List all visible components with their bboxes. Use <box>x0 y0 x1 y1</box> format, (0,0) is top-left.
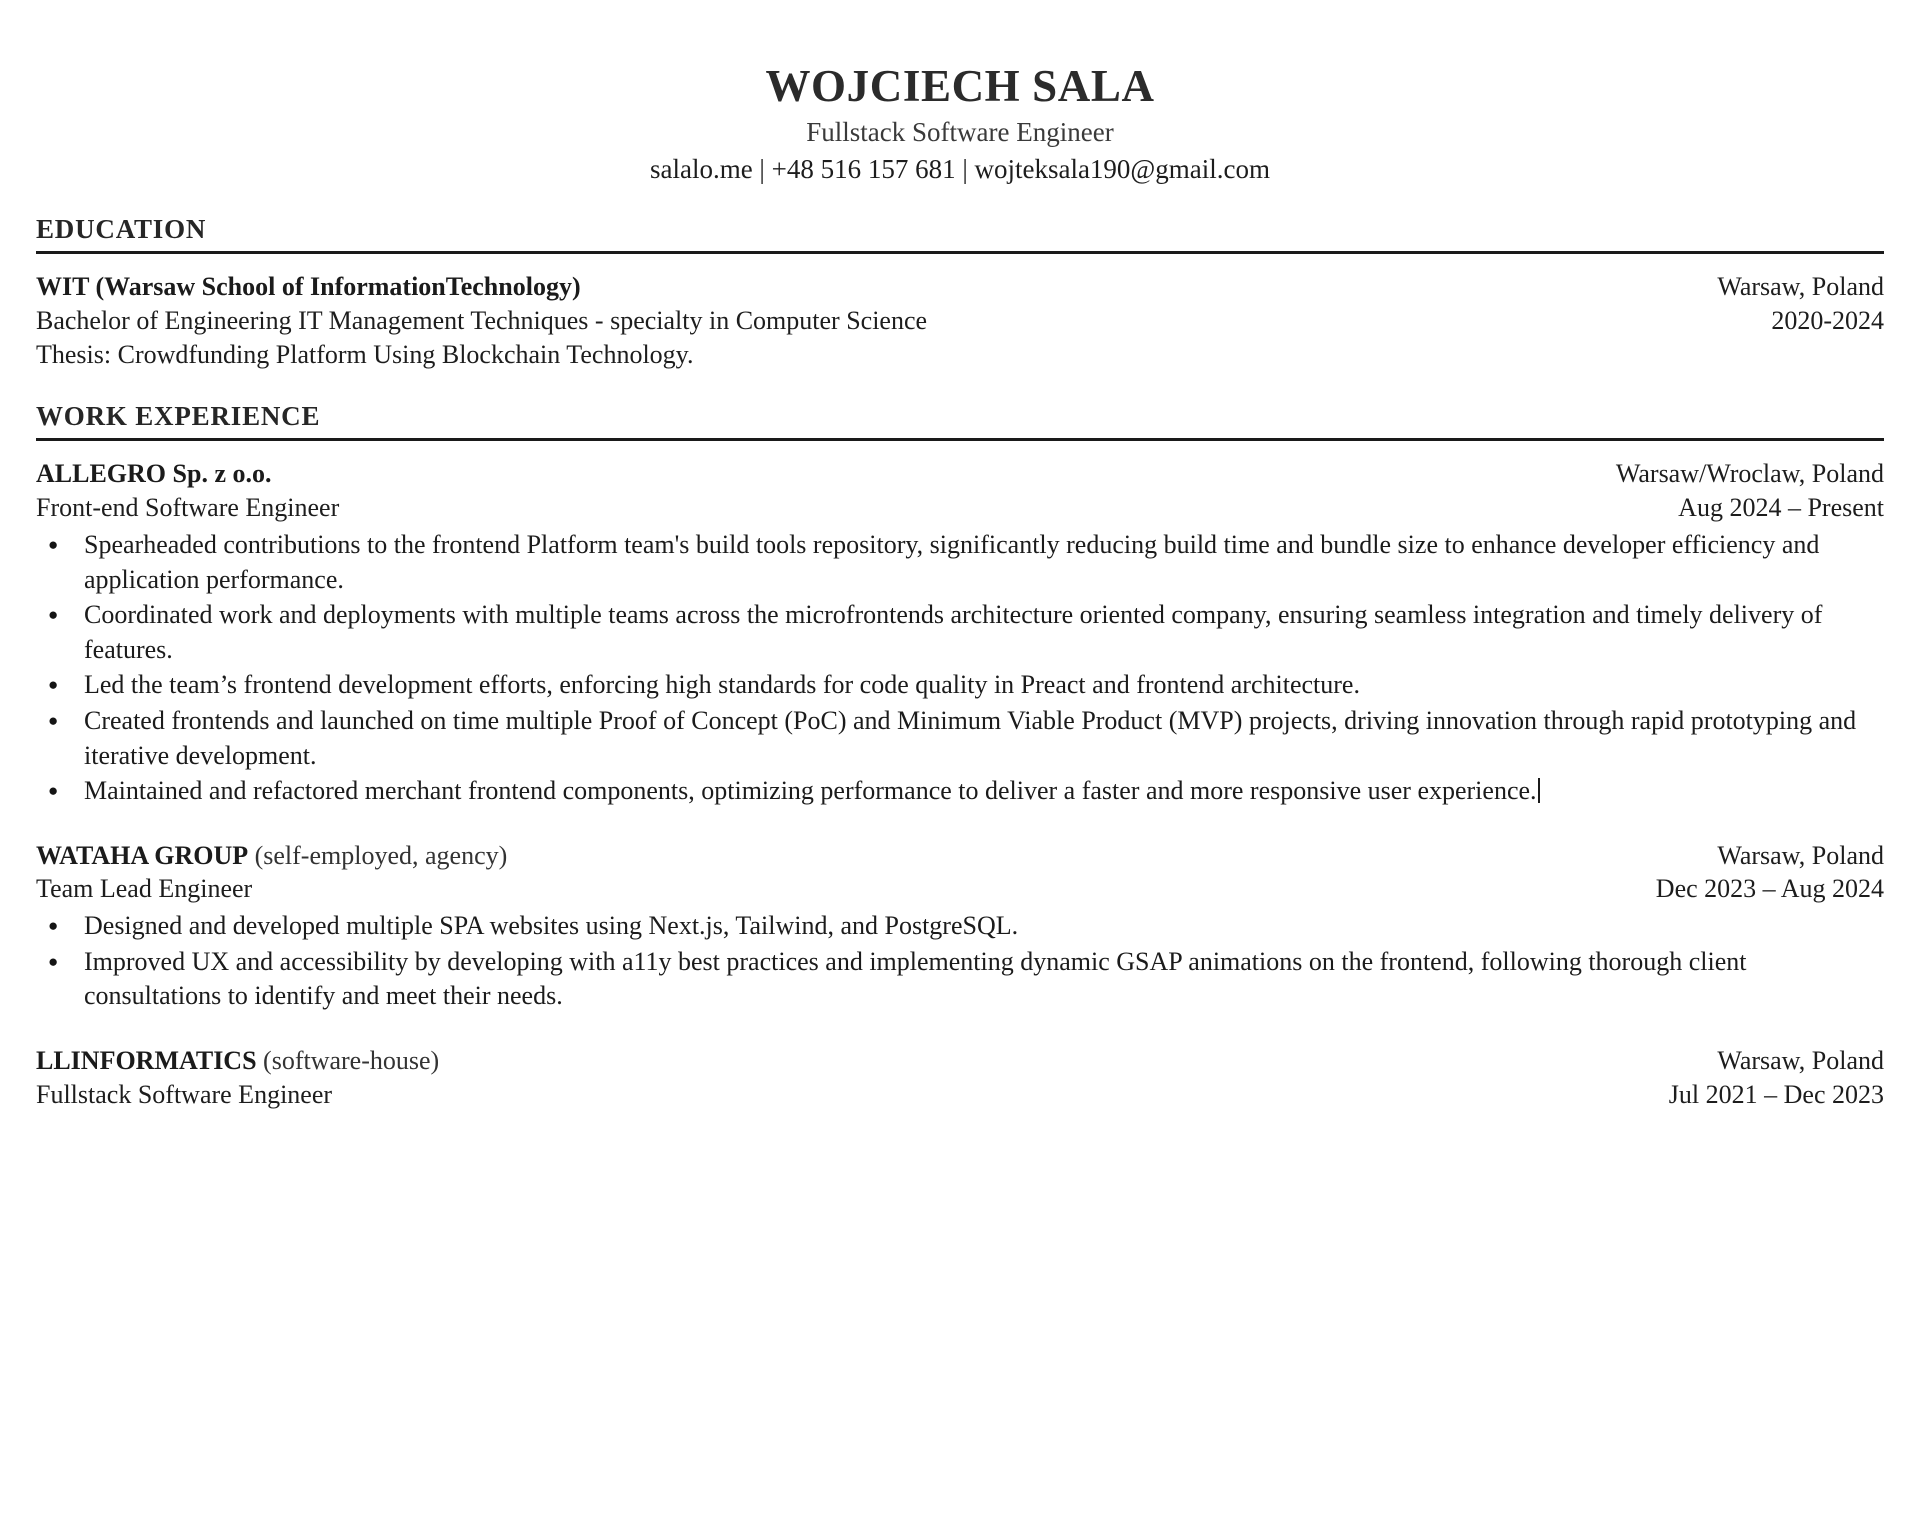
section-title-work-experience: WORK EXPERIENCE <box>36 400 321 431</box>
work-entry <box>36 839 1884 1014</box>
work-entry-row-secondary <box>36 1078 1884 1112</box>
work-location: Warsaw, Poland <box>1717 1046 1884 1075</box>
list-item-text: Maintained and refactored merchant frontend components, optimizing performance to deliver a faster and more responsive user experience. <box>84 776 1537 806</box>
work-company-name: WATAHA GROUP <box>36 840 249 870</box>
education-degree: Bachelor of Engineering IT Management Techniques - specialty in Computer Science <box>36 306 928 336</box>
work-role: Front-end Software Engineer <box>36 493 340 523</box>
resume-header <box>36 62 1884 185</box>
work-company <box>36 457 272 491</box>
list-item: ● Spearheaded contributions to the frontend Platform team's build tools repository, significantly reducing build time and bundle size to enhance developer efficiency and application performance. <box>36 528 1884 597</box>
work-entry-row-secondary <box>36 872 1884 906</box>
education-entry <box>36 270 1884 371</box>
education-school: WIT (Warsaw School of InformationTechnology) <box>36 272 581 302</box>
list-item-with-caret <box>36 774 1884 809</box>
list-item: ● Improved UX and accessibility by developing with a11y best practices and implementing dynamic GSAP animations on the frontend, following thorough client consultations to identify and meet their needs. <box>36 945 1884 1014</box>
work-entry-row-primary <box>36 839 1884 873</box>
education-location: Warsaw, Poland <box>1717 272 1884 302</box>
work-entry-row-primary <box>36 1044 1884 1078</box>
education-entry-row-secondary <box>36 304 1884 338</box>
work-role: Team Lead Engineer <box>36 874 253 904</box>
section-education <box>36 215 1884 372</box>
work-company-note: (self-employed, agency) <box>248 840 508 870</box>
work-role: Fullstack Software Engineer <box>36 1079 333 1109</box>
section-work-experience <box>36 402 1884 1112</box>
text-cursor-caret <box>1538 778 1540 803</box>
work-location: Warsaw/Wroclaw, Poland <box>1615 459 1884 489</box>
candidate-title: Fullstack Software Engineer <box>806 116 1114 147</box>
education-dates: 2020-2024 <box>1771 306 1884 336</box>
candidate-name: WOJCIECH SALA <box>765 61 1155 111</box>
work-company-note: (software-house) <box>256 1046 440 1075</box>
work-entry-row-secondary <box>36 491 1884 525</box>
work-location: Warsaw, Poland <box>1717 840 1884 870</box>
work-company <box>36 1044 439 1078</box>
list-item: ● Designed and developed multiple SPA websites using Next.js, Tailwind, and PostgreSQL. <box>36 909 1884 944</box>
section-divider-work-experience <box>36 438 1884 441</box>
work-bullet-list <box>36 909 1884 1014</box>
work-entry <box>36 457 1884 808</box>
education-entry-row-primary <box>36 270 1884 304</box>
work-dates: Aug 2024 – Present <box>1678 493 1884 523</box>
work-entry <box>36 1044 1884 1112</box>
list-item: ● Created frontends and launched on time multiple Proof of Concept (PoC) and Minimum Viable Product (MVP) projects, driving innovation through rapid prototyping and iterative development. <box>36 704 1884 773</box>
work-company-name: ALLEGRO Sp. z o.o. <box>36 459 272 489</box>
education-thesis: Thesis: Crowdfunding Platform Using Blockchain Technology. <box>36 339 694 369</box>
section-title-education: EDUCATION <box>36 213 207 244</box>
list-item: ● Led the team’s frontend development efforts, enforcing high standards for code quality in Preact and frontend architecture. <box>36 668 1884 703</box>
work-dates: Jul 2021 – Dec 2023 <box>1668 1079 1884 1109</box>
list-item: ● Coordinated work and deployments with multiple teams across the microfrontends architecture oriented company, ensuring seamless integration and timely delivery of features. <box>36 598 1884 667</box>
work-company-name: LLINFORMATICS <box>36 1046 257 1075</box>
work-bullet-list <box>36 528 1884 809</box>
contact-line: salalo.me | +48 516 157 681 | wojteksala190@gmail.com <box>649 153 1271 184</box>
work-company <box>36 839 507 873</box>
work-entry-row-primary <box>36 457 1884 491</box>
work-dates: Dec 2023 – Aug 2024 <box>1655 874 1884 904</box>
section-divider-education <box>36 251 1884 254</box>
